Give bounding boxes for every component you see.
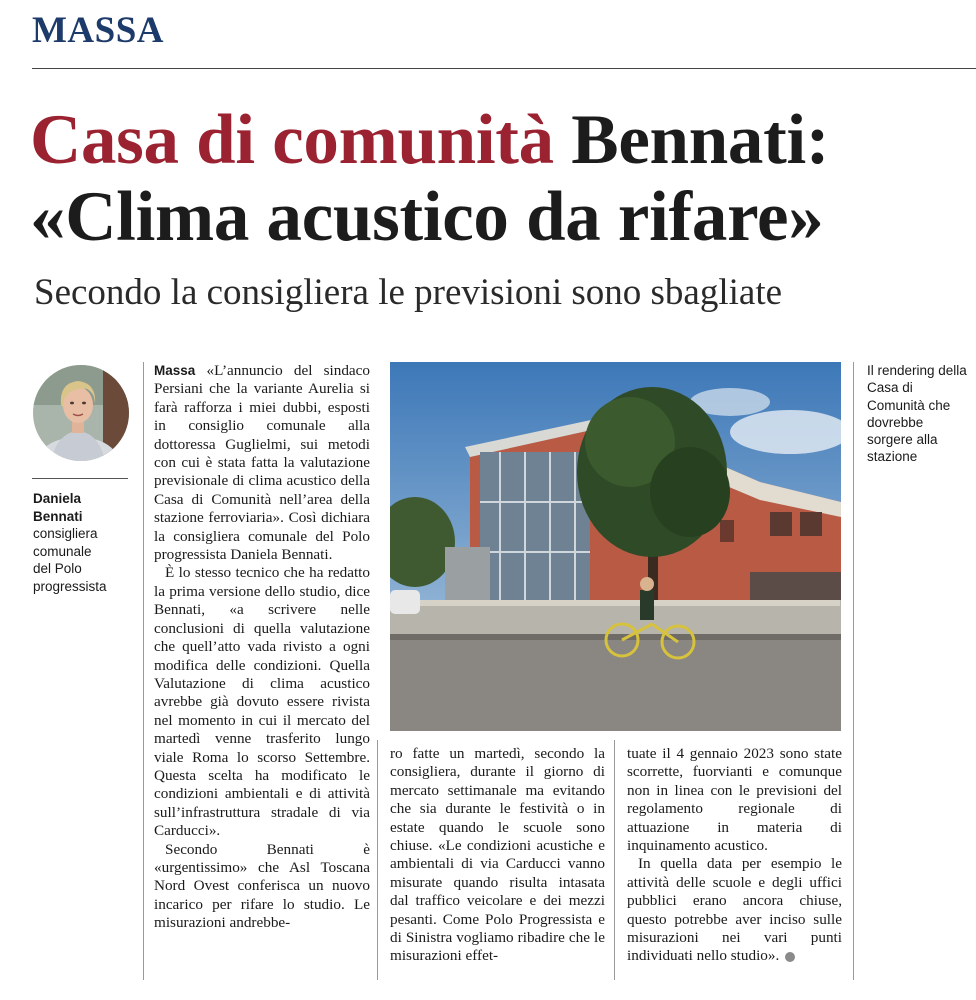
rendering-photo [390,362,841,731]
end-mark-icon [785,952,795,962]
headline-line-1 [30,102,970,179]
lead-word: Massa [154,363,196,378]
article-column-3 [627,745,842,966]
author-first-name: Daniela [33,491,82,506]
column-rule-3 [614,740,615,980]
author-role-3: del Polo [33,561,82,576]
article-column-1 [154,362,370,933]
author-last-name: Bennati [33,508,83,524]
paragraph-6 [627,855,842,965]
column-rule-2 [377,740,378,980]
author-box [33,490,133,595]
paragraph-3: Secondo Bennati è «urgentissimo» che Asl Toscana Nord Ovest conferisca un nuovo incarico per rifare lo studio. Le misurazioni andrebbe- [154,840,370,932]
portrait-illustration [33,365,129,461]
article-column-2 [390,745,605,966]
headline [30,102,970,256]
author-divider [32,478,128,479]
paragraph-2: È lo stesso tecnico che ha redatto la prima versione dello studio, dice Bennati, «a scrivere nelle conclusioni di quella valutazione che quell’atto vada rivisto a ogni modifica delle condizioni. Quella Valutazione di clima acustico avrebbe già dovuto essere rivista nel momento in cui il mercato del martedì venne trasferito lungo viale Roma lo scorso Settembre. Questa scelta ha modificato le condizioni ambientali e di attività sull’infrastruttura stradale di via Carducci». [154,564,370,840]
author-role-4: progressista [33,578,107,594]
paragraph-1 [154,362,370,564]
paragraph-6-text: In quella data per esempio le attività delle scuole e degli uffici pubblici erano ancora chiuse, questo potrebbe aver inciso sulle misurazioni nei vari punti individuati nello studio». [627,855,842,965]
paragraph-4: ro fatte un martedì, secondo la consigliera, durante il giorno di mercato settimanale ma evitando che sia durante le festività o in estate quando le scuole sono chiuse. «Le condizioni acustiche e ambientali di via Carducci vanno misurate quando risulta intasata dal traffico veicolare e dei mezzi pesanti. Come Polo Progressista e di Sinistra vogliamo ribadire che le misurazioni effet- [390,745,605,965]
building-rendering [390,362,841,731]
author-portrait [33,365,129,461]
author-role-1: consigliera [33,526,98,541]
author-role-2: comunale [33,543,92,559]
paragraph-1-text: «L’annuncio del sindaco Persiani che la variante Aurelia si farà rafforza i miei dubbi, esposti in consiglio comunale alla dottoressa Guglielmi, sui metodi con cui è stata fatta la valutazione previsionale di clima acustico della Casa di Comunità nell’area della stazione ferroviaria». Così dichiara la consigliera comunale del Polo progressista Daniela Bennati. [154,362,370,564]
headline-line1-rest: Bennati: [571,101,830,179]
section-title: MASSA [32,10,165,51]
column-rule-1 [143,362,144,980]
top-rule [32,68,976,69]
paragraph-5: tuate il 4 gennaio 2023 sono state scorrette, fuorvianti e comunque non in linea con le previsioni del regolamento regionale di attuazione in materia di inquinamento acustico. [627,745,842,855]
headline-line-2: «Clima acustico da rifare» [30,178,824,256]
subtitle: Secondo la consigliera le previsioni sono sbagliate [34,272,783,313]
photo-caption: Il rendering della Casa di Comunità che dovrebbe sorgere alla stazione [867,363,967,465]
headline-red-part: Casa di comunità [30,101,554,179]
column-rule-4 [853,362,854,980]
